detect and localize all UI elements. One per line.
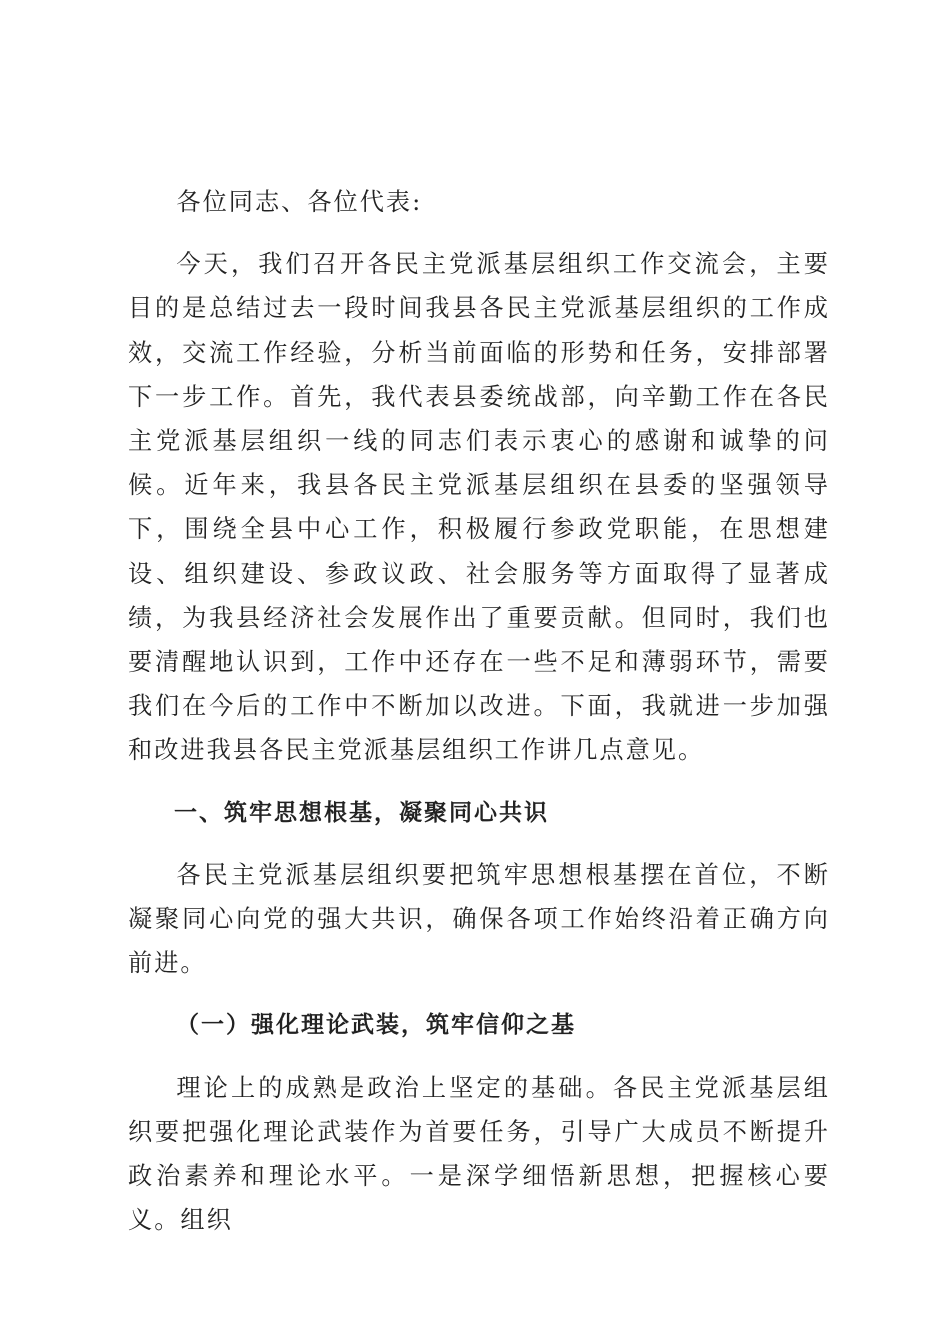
subsection-heading-1: （一）强化理论武装，筑牢信仰之基 xyxy=(176,1012,576,1039)
section-heading-1: 一、筑牢思想根基，凝聚同心共识 xyxy=(174,799,549,826)
document-body xyxy=(128,180,830,1260)
salutation: 各位同志、各位代表: xyxy=(176,188,423,216)
subsection-paragraph-1: 理论上的成熟是政治上坚定的基础。各民主党派基层组织要把强化理论武装作为首要任务，引导广大成员不断提升政治素养和理论水平。一是深学细悟新思想，把握核心要义。组织 xyxy=(128,1073,830,1235)
intro-paragraph: 今天，我们召开各民主党派基层组织工作交流会，主要目的是总结过去一段时间我县各民主党派基层组织的工作成效，交流工作经验，分析当前面临的形势和任务，安排部署下一步工作。首先，我代表县委统战部，向辛勤工作在各民主党派基层组织一线的同志们表示衷心的感谢和诚挚的问候。近年来，我县各民主党派基层组织在县委的坚强领导下，围绕全县中心工作，积极履行参政党职能，在思想建设、组织建设、参政议政、社会服务等方面取得了显著成绩，为我县经济社会发展作出了重要贡献。但同时，我们也要清醒地认识到，工作中还存在一些不足和薄弱环节，需要我们在今后的工作中不断加以改进。下面，我就进一步加强和改进我县各民主党派基层组织工作讲几点意见。 xyxy=(128,250,830,765)
section-paragraph-1: 各民主党派基层组织要把筑牢思想根基摆在首位，不断凝聚同心向党的强大共识，确保各项工作始终沿着正确方向前进。 xyxy=(128,860,830,978)
